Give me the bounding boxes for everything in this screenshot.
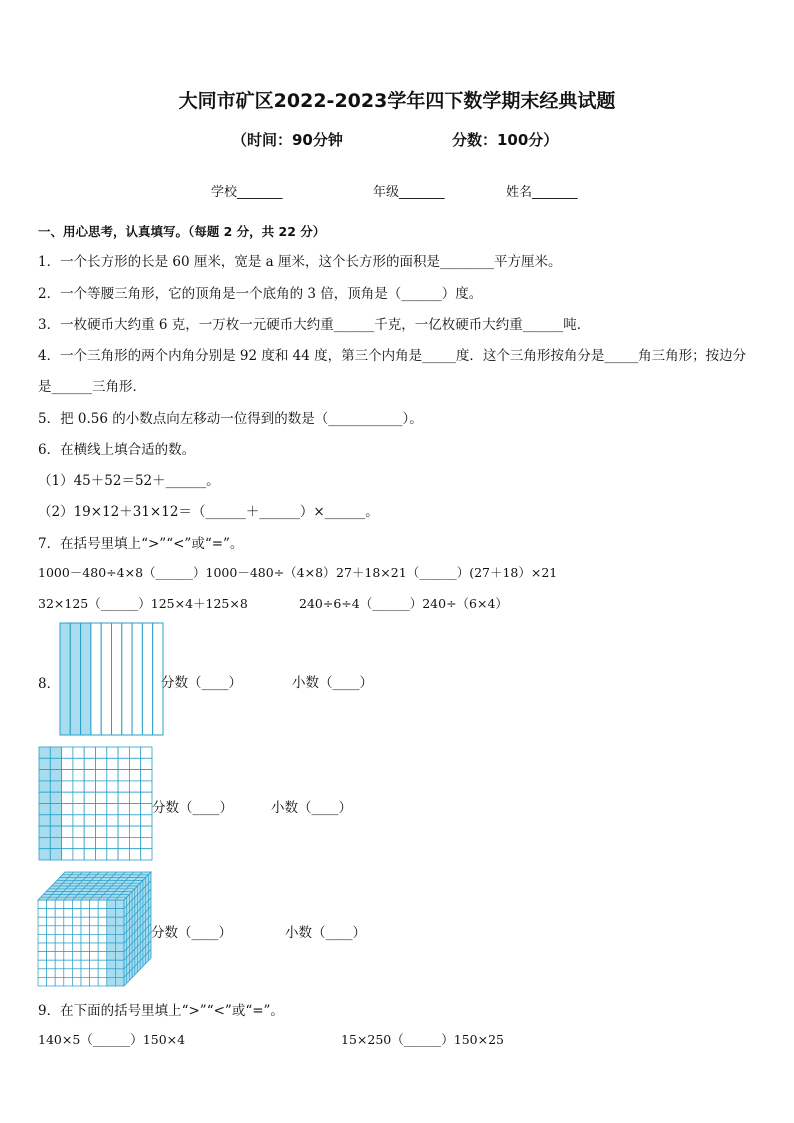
shaded-cell bbox=[50, 781, 61, 792]
cube-front-cell bbox=[115, 934, 124, 943]
cube-front-cell bbox=[90, 960, 99, 969]
question-9-item1: 140×5（______）150×4 bbox=[38, 1032, 186, 1047]
cube-front-cell bbox=[98, 926, 107, 935]
grid-figure-hundred bbox=[38, 746, 153, 861]
name-field[interactable]: 姓名_______ bbox=[506, 185, 578, 200]
cube-front-cell bbox=[98, 917, 107, 926]
shaded-cell bbox=[50, 770, 61, 781]
shaded-cell bbox=[39, 849, 50, 860]
grid-figure-columns bbox=[59, 622, 164, 736]
question-7-item2: 27＋18×21（______）(27＋18）×21 bbox=[336, 565, 558, 580]
question-8-number: 8． bbox=[38, 676, 61, 692]
blank-cell bbox=[118, 815, 129, 826]
blank-cell bbox=[118, 792, 129, 803]
cube-front-cell bbox=[115, 917, 124, 926]
page-title: 大同市矿区2022-2023学年四下数学期末经典试题 bbox=[178, 90, 616, 112]
question-7: 7．在括号里填上“>”“<”或“=”。 bbox=[38, 536, 244, 552]
question-1: 1．一个长方形的长是 60 厘米，宽是 a 厘米，这个长方形的面积是________平方厘米。 bbox=[38, 254, 562, 270]
blank-strip bbox=[142, 623, 152, 735]
blank-cell bbox=[129, 758, 140, 769]
cube-front-cell bbox=[81, 943, 90, 952]
blank-cell bbox=[129, 849, 140, 860]
cube-front-cell bbox=[55, 926, 64, 935]
cube-front-cell bbox=[64, 952, 73, 961]
blank-cell bbox=[107, 837, 118, 848]
blank-cell bbox=[96, 837, 107, 848]
exam-time: （时间：90分钟 bbox=[232, 131, 343, 149]
cube-front-cell bbox=[55, 977, 64, 986]
cube-front-cell bbox=[72, 926, 81, 935]
blank-strip bbox=[112, 623, 122, 735]
cube-front-cell bbox=[107, 909, 116, 918]
cube-front-cell bbox=[81, 926, 90, 935]
blank-cell bbox=[73, 770, 84, 781]
cube-front-cell bbox=[72, 943, 81, 952]
blank-cell bbox=[118, 826, 129, 837]
blank-cell bbox=[73, 781, 84, 792]
cube-front-cell bbox=[55, 960, 64, 969]
cube-front-cell bbox=[38, 917, 47, 926]
blank-cell bbox=[118, 849, 129, 860]
cube-front-cell bbox=[90, 952, 99, 961]
cube-front-cell bbox=[47, 917, 56, 926]
cube-front-cell bbox=[98, 934, 107, 943]
question-7-item1: 1000－480÷4×8（______）1000－480÷（4×8） bbox=[38, 565, 336, 580]
shaded-cell bbox=[39, 758, 50, 769]
blank-cell bbox=[73, 815, 84, 826]
cube-front-cell bbox=[115, 900, 124, 909]
blank-cell bbox=[96, 804, 107, 815]
cube-front-cell bbox=[81, 960, 90, 969]
blank-cell bbox=[141, 781, 152, 792]
shaded-cell bbox=[50, 792, 61, 803]
cube-front-cell bbox=[64, 934, 73, 943]
cube-front-cell bbox=[81, 952, 90, 961]
blank-cell bbox=[107, 804, 118, 815]
blank-strip bbox=[132, 623, 142, 735]
blank-cell bbox=[141, 837, 152, 848]
shaded-cell bbox=[50, 815, 61, 826]
section-heading: 一、用心思考，认真填写。（每题 2 分，共 22 分） bbox=[38, 224, 326, 239]
shaded-cell bbox=[50, 804, 61, 815]
cube-front-cell bbox=[55, 900, 64, 909]
cube-front-cell bbox=[115, 926, 124, 935]
cube-front-cell bbox=[72, 952, 81, 961]
cube-front-cell bbox=[90, 943, 99, 952]
blank-cell bbox=[62, 747, 73, 758]
cube-front-cell bbox=[72, 900, 81, 909]
blank-cell bbox=[96, 758, 107, 769]
blank-cell bbox=[96, 815, 107, 826]
cube-front-cell bbox=[81, 909, 90, 918]
shaded-cell bbox=[50, 826, 61, 837]
cube-front-cell bbox=[38, 960, 47, 969]
shaded-cell bbox=[39, 815, 50, 826]
blank-cell bbox=[73, 792, 84, 803]
cube-front-cell bbox=[38, 943, 47, 952]
blank-cell bbox=[129, 826, 140, 837]
cube-front-cell bbox=[107, 900, 116, 909]
cube-front-cell bbox=[38, 977, 47, 986]
blank-cell bbox=[141, 815, 152, 826]
blank-cell bbox=[118, 837, 129, 848]
cube-front-cell bbox=[115, 943, 124, 952]
blank-cell bbox=[84, 849, 95, 860]
cube-front-cell bbox=[90, 934, 99, 943]
cube-front-cell bbox=[90, 977, 99, 986]
cube-front-cell bbox=[115, 952, 124, 961]
cube-front-cell bbox=[115, 969, 124, 978]
blank-cell bbox=[73, 747, 84, 758]
blank-cell bbox=[84, 781, 95, 792]
cube-front-cell bbox=[72, 909, 81, 918]
cube-front-cell bbox=[64, 900, 73, 909]
cube-front-cell bbox=[98, 943, 107, 952]
blank-cell bbox=[141, 758, 152, 769]
question-6: 6．在横线上填合适的数。 bbox=[38, 442, 196, 458]
blank-cell bbox=[84, 770, 95, 781]
question-4-line1: 4．一个三角形的两个内角分别是 92 度和 44 度，第三个内角是_____度．这个三角形按角分是_____角三角形；按边分 bbox=[38, 348, 747, 364]
blank-cell bbox=[62, 837, 73, 848]
blank-cell bbox=[84, 792, 95, 803]
cube-front-cell bbox=[90, 909, 99, 918]
cube-front-cell bbox=[107, 917, 116, 926]
cube-front-cell bbox=[38, 969, 47, 978]
cube-front-cell bbox=[47, 960, 56, 969]
cube-front-cell bbox=[115, 909, 124, 918]
blank-cell bbox=[73, 758, 84, 769]
cube-front-cell bbox=[72, 969, 81, 978]
shaded-cell bbox=[39, 747, 50, 758]
blank-cell bbox=[96, 747, 107, 758]
blank-strip bbox=[101, 623, 111, 735]
blank-cell bbox=[73, 837, 84, 848]
cube-front-cell bbox=[47, 926, 56, 935]
cube-front-cell bbox=[64, 926, 73, 935]
cube-front-cell bbox=[81, 917, 90, 926]
question-7-item4: 240÷6÷4（______）240÷（6×4） bbox=[299, 596, 508, 611]
blank-cell bbox=[96, 826, 107, 837]
cube-front-cell bbox=[47, 934, 56, 943]
blank-cell bbox=[62, 770, 73, 781]
blank-cell bbox=[84, 747, 95, 758]
question-2: 2．一个等腰三角形，它的顶角是一个底角的 3 倍，顶角是（______）度。 bbox=[38, 286, 483, 302]
blank-cell bbox=[62, 826, 73, 837]
cube-front-cell bbox=[64, 917, 73, 926]
cube-front-cell bbox=[90, 900, 99, 909]
cube-front-cell bbox=[55, 917, 64, 926]
blank-cell bbox=[118, 804, 129, 815]
blank-cell bbox=[62, 815, 73, 826]
exam-score: 分数：100分） bbox=[452, 131, 559, 149]
cube-front-cell bbox=[55, 952, 64, 961]
cube-front-cell bbox=[72, 977, 81, 986]
blank-strip bbox=[91, 623, 101, 735]
blank-cell bbox=[62, 804, 73, 815]
question-7-item3: 32×125（______）125×4＋125×8 bbox=[38, 596, 248, 611]
fig3-fraction-blank: 分数（____） bbox=[151, 925, 232, 941]
fig1-fraction-blank: 分数（____） bbox=[161, 675, 242, 691]
blank-cell bbox=[73, 849, 84, 860]
blank-cell bbox=[129, 770, 140, 781]
cube-front-cell bbox=[55, 943, 64, 952]
cube-front-cell bbox=[90, 917, 99, 926]
cube-front-cell bbox=[98, 960, 107, 969]
shaded-cell bbox=[39, 770, 50, 781]
shaded-strip bbox=[81, 623, 91, 735]
blank-cell bbox=[96, 792, 107, 803]
blank-cell bbox=[84, 826, 95, 837]
shaded-cell bbox=[50, 747, 61, 758]
cube-front-cell bbox=[64, 960, 73, 969]
question-4-line2: 是______三角形． bbox=[38, 379, 146, 395]
cube-front-cell bbox=[107, 969, 116, 978]
blank-cell bbox=[129, 747, 140, 758]
question-5: 5．把 0.56 的小数点向左移动一位得到的数是（___________）。 bbox=[38, 411, 423, 427]
cube-front-cell bbox=[107, 934, 116, 943]
blank-cell bbox=[96, 781, 107, 792]
cube-front-cell bbox=[47, 969, 56, 978]
shaded-cell bbox=[39, 792, 50, 803]
blank-cell bbox=[84, 804, 95, 815]
cube-front-cell bbox=[107, 952, 116, 961]
cube-front-cell bbox=[72, 917, 81, 926]
question-9-item2: 15×250（______）150×25 bbox=[341, 1032, 504, 1047]
question-9: 9．在下面的括号里填上“>”“<”或“=”。 bbox=[38, 1003, 284, 1019]
cube-front-cell bbox=[107, 926, 116, 935]
cube-front-cell bbox=[90, 926, 99, 935]
shaded-cell bbox=[39, 804, 50, 815]
shaded-strip bbox=[60, 623, 70, 735]
blank-cell bbox=[62, 758, 73, 769]
blank-cell bbox=[107, 849, 118, 860]
blank-cell bbox=[129, 804, 140, 815]
cube-front-cell bbox=[98, 909, 107, 918]
blank-cell bbox=[141, 770, 152, 781]
fig2-fraction-blank: 分数（____） bbox=[152, 800, 233, 816]
blank-cell bbox=[107, 770, 118, 781]
cube-front-cell bbox=[64, 909, 73, 918]
cube-front-cell bbox=[107, 960, 116, 969]
cube-front-cell bbox=[47, 909, 56, 918]
cube-front-cell bbox=[55, 934, 64, 943]
blank-cell bbox=[84, 815, 95, 826]
blank-cell bbox=[96, 770, 107, 781]
blank-cell bbox=[129, 792, 140, 803]
grade-field[interactable]: 年级_______ bbox=[373, 185, 445, 200]
cube-front-cell bbox=[38, 909, 47, 918]
blank-cell bbox=[141, 792, 152, 803]
shaded-cell bbox=[50, 758, 61, 769]
blank-cell bbox=[73, 826, 84, 837]
blank-cell bbox=[129, 781, 140, 792]
blank-cell bbox=[141, 849, 152, 860]
question-3: 3．一枚硬币大约重 6 克，一万枚一元硬币大约重______千克，一亿枚硬币大约重______吨． bbox=[38, 317, 591, 333]
blank-cell bbox=[141, 747, 152, 758]
cube-front-cell bbox=[55, 969, 64, 978]
shaded-cell bbox=[39, 781, 50, 792]
blank-cell bbox=[118, 781, 129, 792]
cube-front-cell bbox=[81, 900, 90, 909]
cube-front-cell bbox=[107, 943, 116, 952]
blank-cell bbox=[141, 804, 152, 815]
cube-front-cell bbox=[81, 934, 90, 943]
shaded-strip bbox=[70, 623, 80, 735]
cube-front-cell bbox=[107, 977, 116, 986]
cube-front-cell bbox=[64, 943, 73, 952]
blank-cell bbox=[141, 826, 152, 837]
shaded-cell bbox=[50, 837, 61, 848]
blank-cell bbox=[107, 758, 118, 769]
cube-front-cell bbox=[115, 977, 124, 986]
cube-front-cell bbox=[72, 934, 81, 943]
shaded-cell bbox=[39, 837, 50, 848]
cube-front-cell bbox=[38, 952, 47, 961]
cube-front-cell bbox=[98, 900, 107, 909]
blank-cell bbox=[96, 849, 107, 860]
school-field[interactable]: 学校_______ bbox=[211, 185, 283, 200]
cube-front-cell bbox=[90, 969, 99, 978]
shaded-cell bbox=[39, 826, 50, 837]
cube-front-cell bbox=[72, 960, 81, 969]
blank-cell bbox=[107, 747, 118, 758]
blank-cell bbox=[129, 815, 140, 826]
cube-front-cell bbox=[81, 977, 90, 986]
cube-front-cell bbox=[98, 952, 107, 961]
cube-front-cell bbox=[64, 977, 73, 986]
cube-front-cell bbox=[47, 900, 56, 909]
blank-cell bbox=[62, 781, 73, 792]
blank-cell bbox=[107, 781, 118, 792]
cube-front-cell bbox=[55, 909, 64, 918]
fig1-decimal-blank: 小数（____） bbox=[292, 675, 373, 691]
question-6-part2: （2）19×12＋31×12＝（______＋______）×______。 bbox=[38, 504, 379, 520]
cube-front-cell bbox=[98, 969, 107, 978]
blank-cell bbox=[73, 804, 84, 815]
cube-front-cell bbox=[38, 926, 47, 935]
cube-front-cell bbox=[47, 977, 56, 986]
blank-cell bbox=[62, 849, 73, 860]
fig3-decimal-blank: 小数（____） bbox=[285, 925, 366, 941]
blank-cell bbox=[84, 758, 95, 769]
cube-front-cell bbox=[81, 969, 90, 978]
cube-front-cell bbox=[98, 977, 107, 986]
blank-cell bbox=[107, 815, 118, 826]
cube-front-cell bbox=[64, 969, 73, 978]
blank-cell bbox=[129, 837, 140, 848]
blank-cell bbox=[84, 837, 95, 848]
cube-front-cell bbox=[47, 943, 56, 952]
blank-cell bbox=[107, 792, 118, 803]
question-6-part1: （1）45＋52＝52＋______。 bbox=[38, 473, 220, 489]
blank-strip bbox=[122, 623, 132, 735]
blank-cell bbox=[107, 826, 118, 837]
cube-front-cell bbox=[38, 934, 47, 943]
blank-cell bbox=[62, 792, 73, 803]
blank-cell bbox=[118, 747, 129, 758]
cube-front-cell bbox=[38, 900, 47, 909]
shaded-cell bbox=[50, 849, 61, 860]
blank-cell bbox=[118, 770, 129, 781]
cube-front-cell bbox=[115, 960, 124, 969]
cube-front-cell bbox=[47, 952, 56, 961]
fig2-decimal-blank: 小数（____） bbox=[271, 800, 352, 816]
blank-cell bbox=[118, 758, 129, 769]
cube-figure-thousand bbox=[37, 870, 153, 988]
